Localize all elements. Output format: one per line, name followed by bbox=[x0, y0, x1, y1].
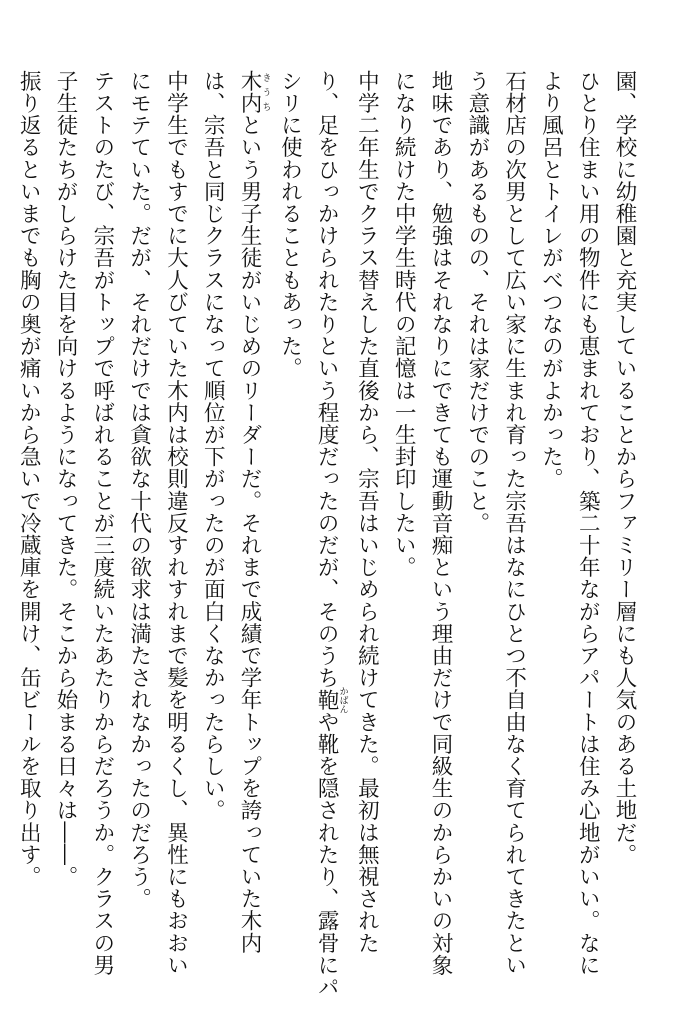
text-segment: や靴を隠されたり、露骨にパ bbox=[314, 710, 340, 999]
text-line: になり続けた中学生時代の記憶は一生封印したい。 bbox=[391, 70, 417, 579]
text-line: 地味であり、勉強はそれなりにできても運動音痴という理由だけで同級生のからかいの対象 bbox=[428, 70, 454, 977]
text-line bbox=[230, 70, 270, 970]
ruby-base: 鞄 bbox=[314, 686, 340, 714]
text-line: は、宗吾と同じクラスになって順位が下がったのが面白くなかったらしい。 bbox=[200, 70, 226, 822]
text-line: 中学二年生でクラス替えした直後から、宗吾はいじめられ続けてきた。最初は無視された bbox=[354, 70, 380, 954]
text-line: う意識があるものの、それは家だけでのこと。 bbox=[464, 70, 490, 535]
ruby-kiuchi bbox=[237, 70, 271, 115]
text-line: より風呂とトイレがべつなのがよかった。 bbox=[538, 70, 564, 490]
ruby-kaban bbox=[314, 686, 348, 714]
text-line: 石材店の次男として広い家に生まれ育った宗吾はなにひとつ不自由なく育てられてきたとい bbox=[501, 70, 527, 977]
ruby-reading: きうち bbox=[260, 70, 271, 115]
text-segment: り、足をひっかけられたりという程度だったのだが、そのうち bbox=[314, 70, 340, 689]
vertical-text-body bbox=[9, 70, 642, 999]
text-line: 子生徒たちがしらけた目を向けるようになってきた。そこから始まる日々は――。 bbox=[53, 70, 79, 888]
ruby-reading: かばん bbox=[337, 686, 348, 714]
text-line bbox=[307, 70, 348, 999]
ruby-base: 木内 bbox=[237, 70, 263, 115]
text-line: テストのたび、宗吾がトップで呼ばれることが三度続いたあたりからだろうか。クラスの男 bbox=[89, 70, 115, 977]
text-line: 中学生でもすでに大人びていた木内は校則違反すれすれまで髪を明るくし、異性にもおおい bbox=[163, 70, 189, 977]
text-line: 園、学校に幼稚園と充実していることからファミリー層にも人気のある土地だ。 bbox=[612, 70, 637, 866]
text-segment: という男子生徒がいじめのリーダーだ。それまで成績で学年トップを誇っていた木内 bbox=[237, 114, 263, 955]
text-line: シリに使われることもあった。 bbox=[277, 70, 303, 380]
text-line: にモテていた。だが、それだけでは貪欲な十代の欲求は満たされなかったのだろう。 bbox=[126, 70, 152, 910]
text-line: ひとり住まい用の物件にも恵まれており、築二十年ながらアパートは住み心地がいい。なに bbox=[575, 70, 601, 977]
text-line: 振り返るといまでも胸の奥が痛いから急いで冷蔵庫を開け、缶ビールを取り出す。 bbox=[16, 70, 42, 888]
